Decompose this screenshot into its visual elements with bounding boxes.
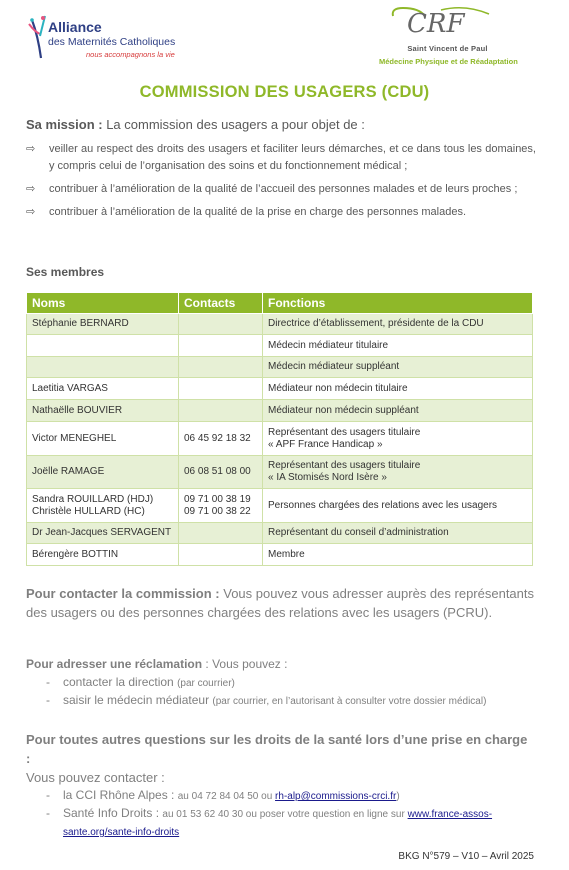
table-row [27,357,533,378]
sante-info-droits-link[interactable]: www.france-assos-sante.org/sante-info-droits [63,809,493,838]
member-contact [179,378,263,400]
alliance-subtitle: des Maternités Catholiques [48,36,176,48]
member-function: Représentant des usagers titulaire « IA Stomisés Nord Isère » [263,456,533,489]
list-item: - contacter la direction (par courrier) [46,675,235,689]
table-row [27,400,533,422]
member-name: Nathaëlle BOUVIER [27,400,179,422]
member-function: Directrice d’établissement, présidente de la CDU [263,314,533,335]
member-function: Médiateur non médecin suppléant [263,400,533,422]
questions-heading: Pour toutes autres questions sur les droits de la santé lors d’une prise en charge : [26,732,528,766]
member-contact [179,314,263,335]
complaint-section [26,655,534,710]
member-function: Médecin médiateur suppléant [263,357,533,378]
member-name: Bérengère BOTTIN [27,544,179,566]
table-row [27,422,533,456]
crf-specialty: Médecine Physique et de Réadaptation [379,57,518,66]
page-title: COMMISSION DES USAGERS (CDU) [139,83,430,101]
document-reference: BKG N°579 – V10 – Avril 2025 [398,851,534,862]
member-name: Laetitia VARGAS [27,378,179,400]
member-function: Membre [263,544,533,566]
arrow-icon: ⇨ [26,206,36,218]
member-name [27,335,179,357]
member-contact [179,335,263,357]
table-header-row [27,293,533,314]
member-contact [179,400,263,422]
crf-name: CRF [407,9,465,39]
member-name [27,357,179,378]
arrow-icon: ⇨ [26,143,36,155]
questions-section [26,730,534,841]
complaint-list [26,674,534,710]
contact-list [26,787,534,841]
alliance-figure-icon [28,14,50,60]
column-header: Fonctions [263,293,533,314]
list-item: - Santé Info Droits : au 01 53 62 40 30 ou poser votre question en ligne sur www.france-assos-sante.org/sante-info-droits [46,806,493,838]
table-row [27,335,533,357]
dash-icon: - [46,675,50,689]
column-header: Contacts [179,293,263,314]
mission-heading [26,117,365,132]
contact-text: Vous pouvez vous adresser auprès des représentants des usagers ou des personnes chargées des relations avec les usagers (PCRU). [26,586,534,620]
table-row [27,523,533,544]
member-contact: 06 08 51 08 00 [179,456,263,489]
arrow-icon: ⇨ [26,183,36,195]
members-heading: Ses membres [26,265,105,279]
complaint-heading: Pour adresser une réclamation : Vous pouvez : [26,657,288,671]
contact-paragraph [26,584,534,622]
crf-subtitle: Saint Vincent de Paul [407,44,488,53]
member-name: Dr Jean-Jacques SERVAGENT [27,523,179,544]
member-contact [179,544,263,566]
member-function: Médecin médiateur titulaire [263,335,533,357]
member-contact [179,357,263,378]
member-function: Médiateur non médecin titulaire [263,378,533,400]
alliance-logo [28,14,198,62]
list-item: - saisir le médecin médiateur (par courrier, en l’autorisant à consulter votre dossier médical) [46,693,487,707]
table-row [27,378,533,400]
mission-text: La commission des usagers a pour objet de : [102,117,365,132]
column-header: Noms [27,293,179,314]
list-item: - la CCI Rhône Alpes : au 04 72 84 04 50 ou rh-alp@commissions-crci.fr) [46,788,400,802]
contact-label: Pour contacter la commission : [26,586,220,601]
dash-icon: - [46,788,50,802]
member-contact: 06 45 92 18 32 [179,422,263,456]
mission-bullet: ⇨ contribuer à l’amélioration de la qualité de la prise en charge des personnes malades. [26,204,536,221]
alliance-tagline: nous accompagnons la vie [86,50,175,59]
member-function: Représentant des usagers titulaire « APF France Handicap » [263,422,533,456]
member-name: Victor MENEGHEL [27,422,179,456]
member-function: Personnes chargées des relations avec les usagers [263,489,533,523]
member-name: Stéphanie BERNARD [27,314,179,335]
mission-bullet: ⇨ veiller au respect des droits des usagers et faciliter leurs démarches, et ce dans tous les domaines, y compris celui de l’organisation des soins et du fonctionnement médical ; [26,143,536,172]
table-row [27,314,533,335]
member-name: Sandra ROUILLARD (HDJ) Christèle HULLARD (HC) [27,489,179,523]
alliance-name: Alliance [48,19,102,35]
table-row [27,456,533,489]
page-header [0,0,569,80]
dash-icon: - [46,806,50,820]
questions-intro: Vous pouvez contacter : [26,770,165,785]
table-row [27,489,533,523]
member-contact [179,523,263,544]
crf-logo [379,4,518,70]
crf-emblem-icon [385,4,510,42]
member-contact: 09 71 00 38 19 09 71 00 38 22 [179,489,263,523]
mission-bullet: ⇨ contribuer à l’amélioration de la qualité de l’accueil des personnes malades et de leurs proches ; [26,181,536,198]
cci-email-link[interactable]: rh-alp@commissions-crci.fr [275,791,397,802]
mission-bullets [26,141,536,227]
dash-icon: - [46,693,50,707]
member-function: Représentant du conseil d’administration [263,523,533,544]
member-name: Joëlle RAMAGE [27,456,179,489]
table-row [27,544,533,566]
mission-label: Sa mission : [26,117,103,132]
members-table [26,292,533,566]
